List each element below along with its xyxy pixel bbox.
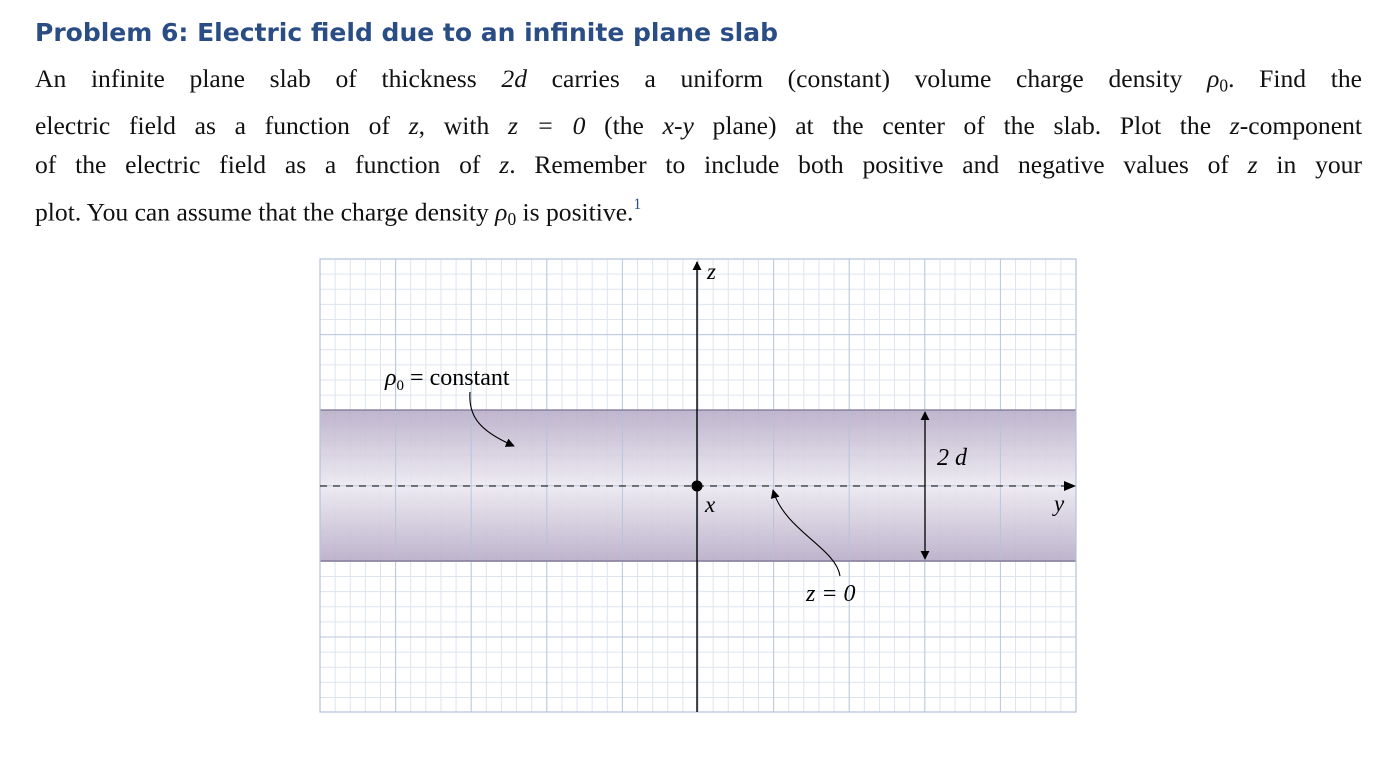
charge-density-label: $\rho_0$ = constant	[385, 365, 510, 394]
z-axis-label: z	[707, 259, 716, 284]
center-plane-label: z = 0	[806, 581, 856, 607]
footnote-marker[interactable]: 1	[633, 195, 642, 213]
y-axis-label: y	[1054, 491, 1065, 516]
statement-line-4: plot. You can assume that the charge density $\rho_0$ is positive.$^1$	[35, 195, 642, 229]
problem-heading: Problem 6: Electric field due to an infinite plane slab	[35, 18, 778, 47]
thickness-label: 2 d	[937, 445, 967, 471]
statement-line-2: electric field as a function of z, with z = 0 (the x-y plane) at the center of the slab. Plot the z-component	[35, 110, 1362, 140]
statement-line-1: An infinite plane slab of thickness 2d carries a uniform (constant) volume charge density $\rho_0$. Find the	[35, 64, 1362, 96]
x-axis-label: x	[705, 492, 716, 517]
statement-line-3: of the electric field as a function of z. Remember to include both positive and negative values of z in your	[35, 150, 1362, 180]
origin-point	[692, 481, 703, 492]
